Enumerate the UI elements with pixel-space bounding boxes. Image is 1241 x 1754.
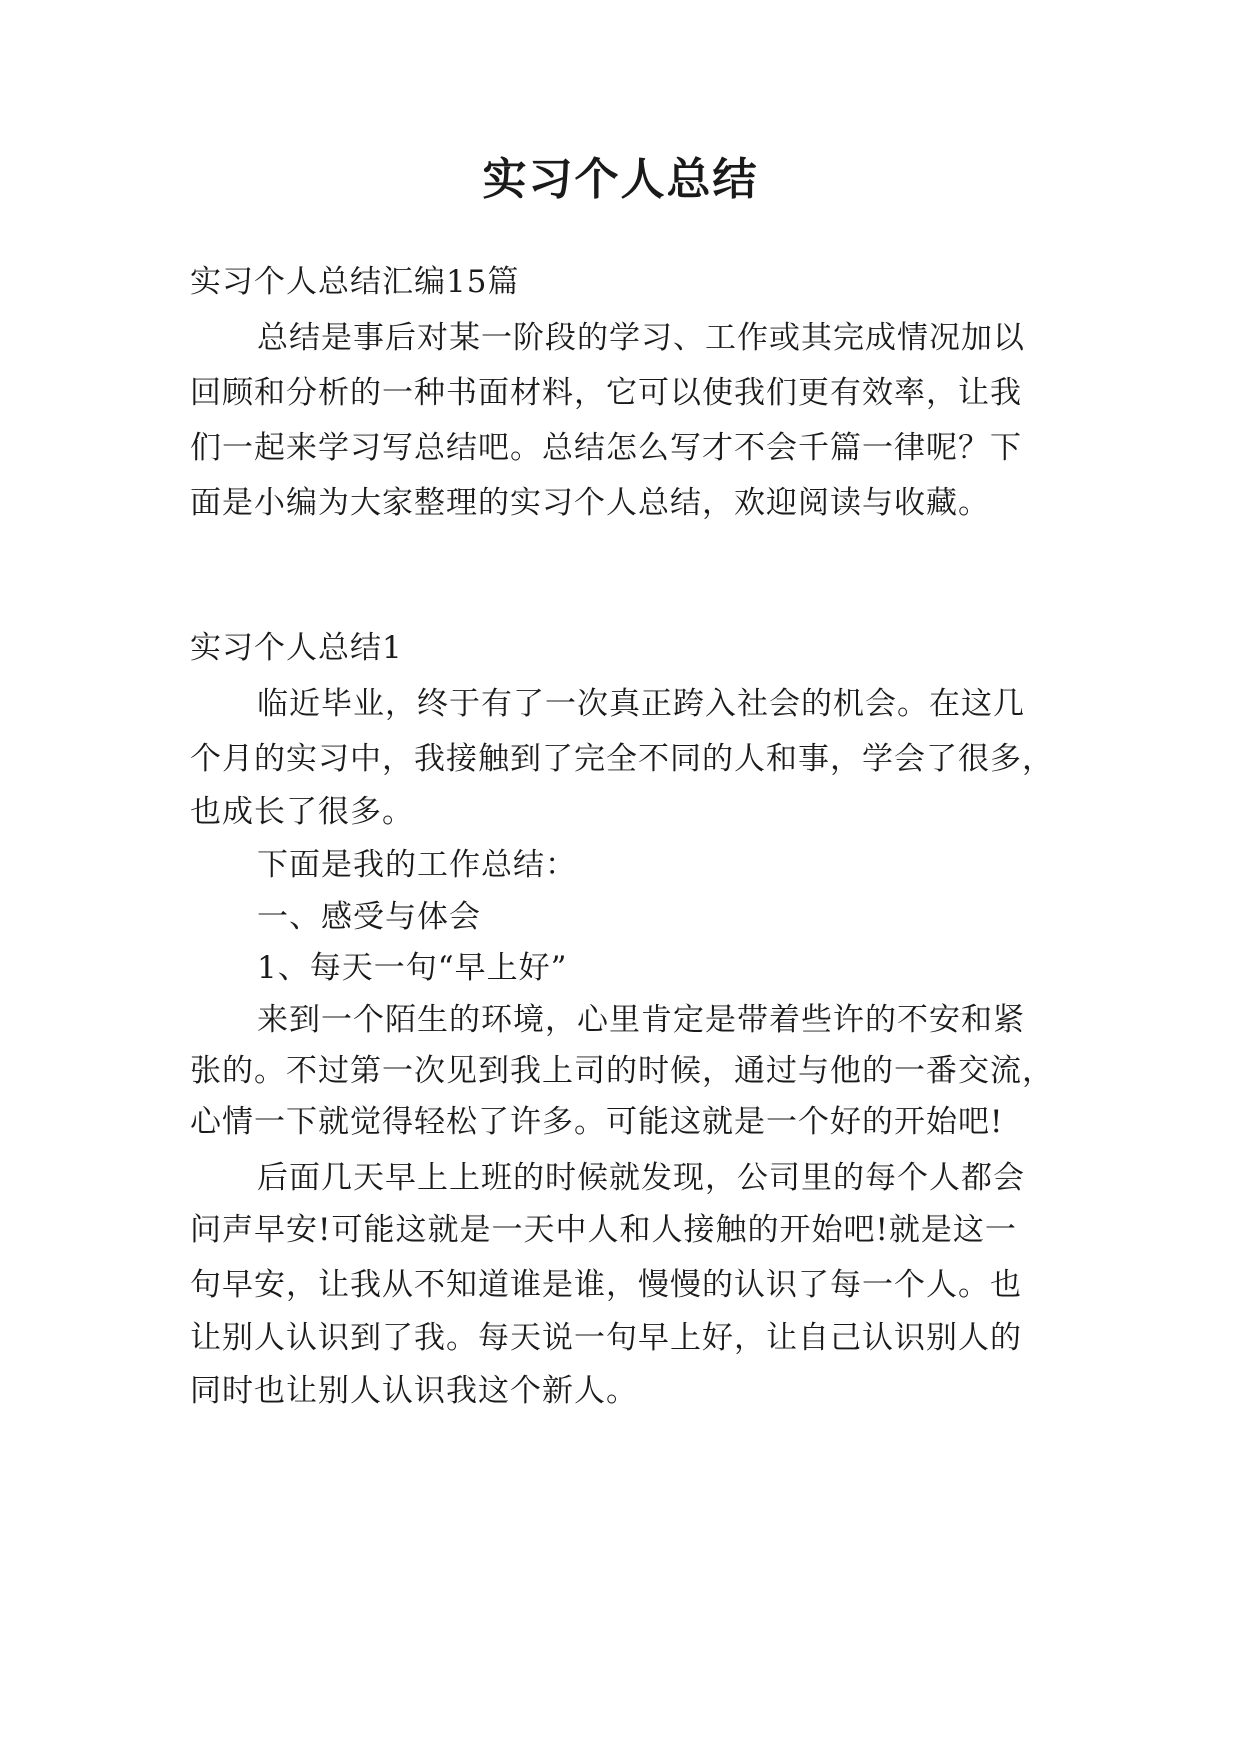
section-heading: 实习个人总结1	[190, 630, 403, 666]
section-line-6: 1、每天一句“早上好”	[257, 950, 568, 986]
section-line-3: 也成长了很多。	[190, 794, 414, 830]
document-subtitle: 实习个人总结汇编15篇	[190, 264, 520, 300]
section-line-4: 下面是我的工作总结：	[257, 847, 577, 883]
section-line-7: 来到一个陌生的环境，心里肯定是带着些许的不安和紧	[257, 1002, 1025, 1038]
intro-line-3: 们一起来学习写总结吧。总结怎么写才不会千篇一律呢？下	[190, 430, 1022, 466]
section-line-2: 个月的实习中，我接触到了完全不同的人和事，学会了很多，	[190, 741, 1054, 777]
section-line-8: 张的。不过第一次见到我上司的时候，通过与他的一番交流，	[190, 1053, 1054, 1089]
section-line-5: 一、感受与体会	[257, 899, 481, 935]
section-line-11: 问声早安!可能这就是一天中人和人接触的开始吧!就是这一	[190, 1212, 1017, 1248]
intro-line-2: 回顾和分析的一种书面材料，它可以使我们更有效率，让我	[190, 375, 1022, 411]
section-line-1: 临近毕业，终于有了一次真正跨入社会的机会。在这几	[257, 686, 1025, 722]
document-title: 实习个人总结	[482, 154, 759, 205]
section-line-10: 后面几天早上上班的时候就发现，公司里的每个人都会	[257, 1160, 1025, 1196]
section-line-12: 句早安，让我从不知道谁是谁，慢慢的认识了每一个人。也	[190, 1267, 1022, 1303]
section-line-9: 心情一下就觉得轻松了许多。可能这就是一个好的开始吧!	[190, 1104, 1004, 1140]
section-line-14: 同时也让别人认识我这个新人。	[190, 1373, 638, 1409]
section-line-13: 让别人认识到了我。每天说一句早上好，让自己认识别人的	[190, 1320, 1022, 1356]
intro-line-1: 总结是事后对某一阶段的学习、工作或其完成情况加以	[257, 320, 1025, 356]
intro-line-4: 面是小编为大家整理的实习个人总结，欢迎阅读与收藏。	[190, 485, 990, 521]
